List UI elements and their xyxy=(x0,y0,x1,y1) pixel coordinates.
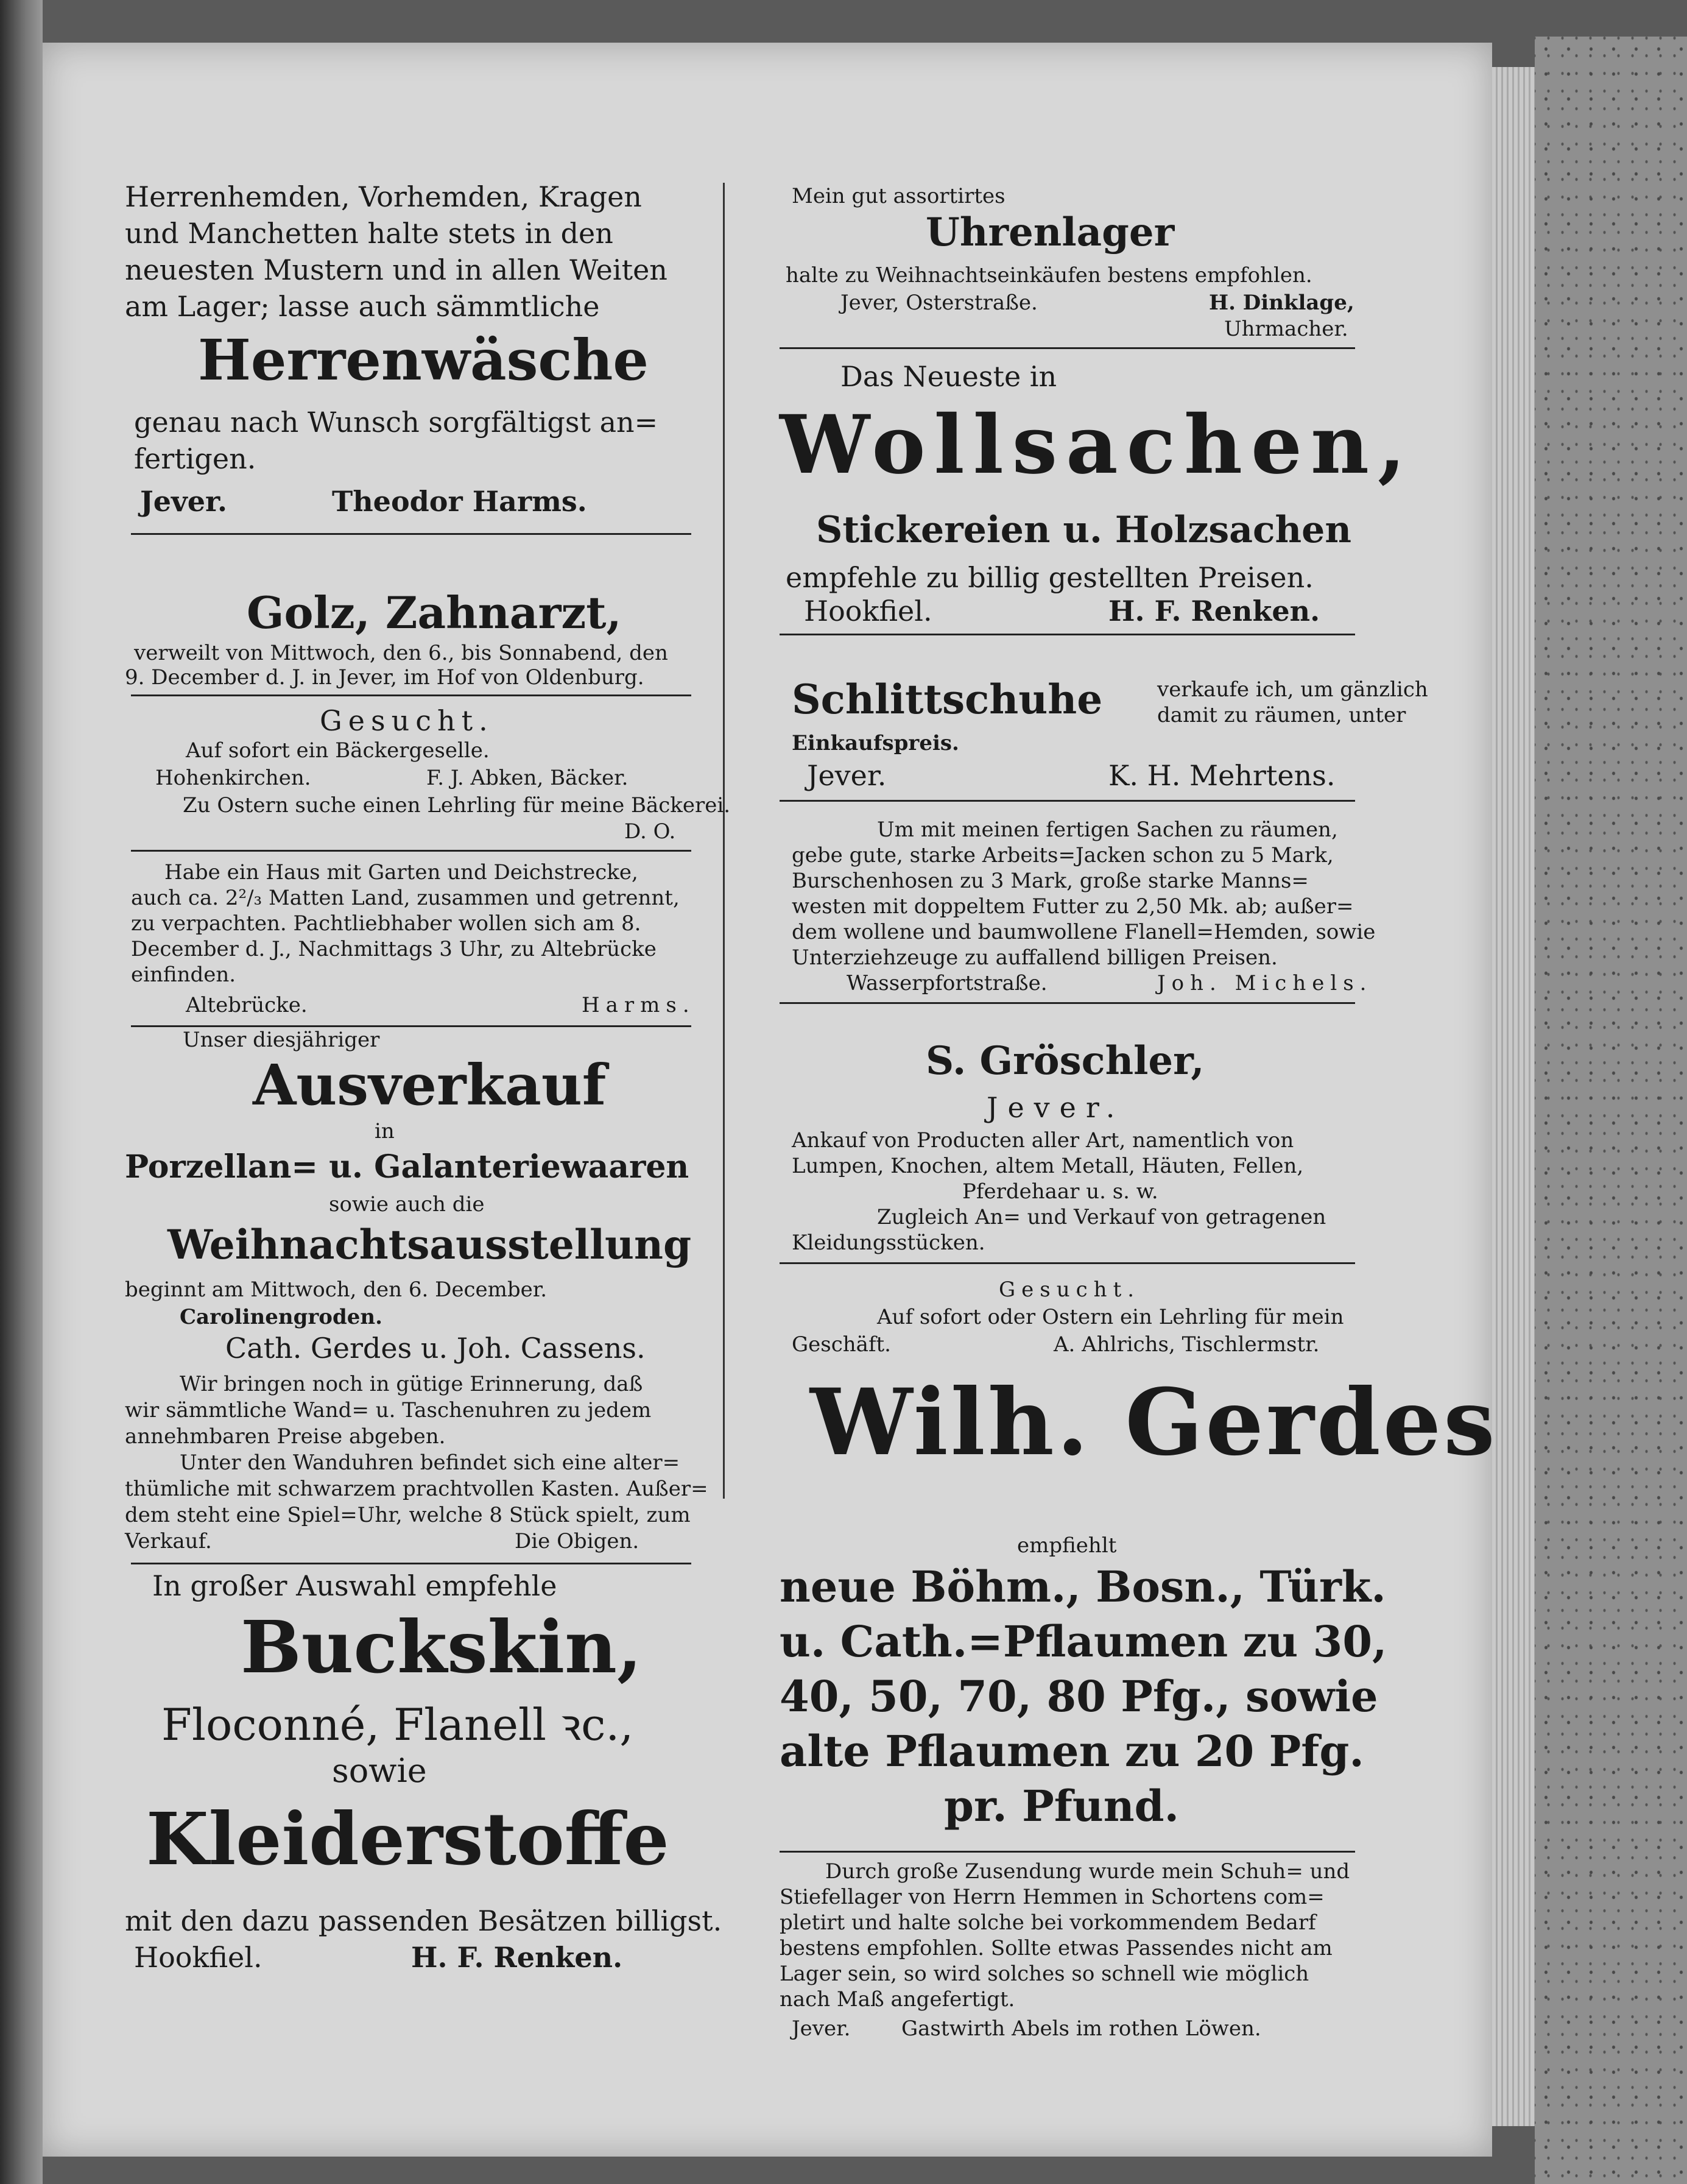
ad-groeschler xyxy=(743,1030,1386,1285)
ad-schuhlager xyxy=(743,1861,1386,2056)
ad-text-line: Unter den Wanduhren befindet sich eine alter= xyxy=(180,1451,680,1475)
ad-separator xyxy=(131,850,691,852)
ad-signature: H. F. Renken. xyxy=(411,1941,623,1974)
ad-place: Jever. xyxy=(792,2016,851,2041)
ad-text-line: genau nach Wunsch sorgfältigst an= xyxy=(134,406,658,439)
ad-buckskin xyxy=(88,1569,722,2029)
ad-text-line: Zugleich An= und Verkauf von getragenen xyxy=(877,1205,1326,1229)
ad-headline: Kleiderstoffe xyxy=(146,1797,669,1881)
ad-headline: Ausverkauf xyxy=(253,1052,607,1118)
ad-subheadline: Floconné, Flanell ꝛc., xyxy=(161,1699,634,1750)
ad-place: Geschäft. xyxy=(792,1332,891,1357)
cover-speckle xyxy=(1535,37,1687,2184)
ad-text-line: Mein gut assortirtes xyxy=(792,184,1006,208)
ad-text-line: thümliche mit schwarzem prachtvollen Kasten. Außer= xyxy=(125,1477,708,1501)
ad-separator xyxy=(131,694,691,696)
ad-text-line: Das Neueste in xyxy=(840,360,1057,393)
ad-text-line: auch ca. 2²/₃ Matten Land, zusammen und getrennt, xyxy=(131,886,680,910)
ad-place: Hookfiel. xyxy=(134,1941,262,1974)
ad-place: Jever, Osterstraße. xyxy=(840,291,1038,315)
ad-text-line: sowie xyxy=(332,1751,427,1790)
ad-gerdes xyxy=(743,1369,1498,1889)
ad-separator xyxy=(131,533,691,535)
ad-headline: Schlittschuhe xyxy=(792,676,1103,723)
ad-text-line: Stiefellager von Herrn Hemmen in Schortens com= xyxy=(780,1885,1325,1909)
ad-separator xyxy=(780,1002,1355,1004)
ad-arbeitsjacken xyxy=(743,819,1386,1027)
ad-headline: Herrenwäsche xyxy=(198,327,649,393)
ad-separator xyxy=(780,347,1355,349)
ad-text-line: annehmbaren Preise abgeben. xyxy=(125,1424,446,1449)
ad-signature: Theodor Harms. xyxy=(332,485,587,518)
ad-text-line: bestens empfohlen. Sollte etwas Passendes nicht am xyxy=(780,1936,1333,1960)
ad-text-line: empfehle zu billig gestellten Preisen. xyxy=(786,561,1314,594)
ad-text-line: verweilt von Mittwoch, den 6., bis Sonnabend, den xyxy=(134,641,668,665)
ad-text-line: gebe gute, starke Arbeits=Jacken schon zu 5 Mark, xyxy=(792,843,1334,868)
ad-text-line: mit den dazu passenden Besätzen billigst. xyxy=(125,1904,722,1937)
ad-text-line: westen mit doppeltem Futter zu 2,50 Mk. ab; außer= xyxy=(792,894,1354,919)
ad-headline: Weihnachtsausstellung xyxy=(167,1221,692,1268)
ad-headline: Golz, Zahnarzt, xyxy=(247,587,622,638)
ad-headline: S. Gröschler, xyxy=(926,1038,1205,1084)
ad-text-line: Herrenhemden, Vorhemden, Kragen xyxy=(125,180,642,213)
book-cover xyxy=(1535,37,1687,2184)
ad-schlittschuhe xyxy=(743,643,1428,801)
ad-text-line: Kleidungsstücken. xyxy=(792,1231,985,1255)
ad-signature: A. Ahlrichs, Tischlermstr. xyxy=(1054,1332,1320,1357)
ad-signature: F. J. Abken, Bäcker. xyxy=(426,766,629,790)
ad-headline: Wilh. Gerdes xyxy=(810,1369,1498,1476)
ad-separator xyxy=(131,1563,691,1564)
ad-subheadline: Stickereien u. Holzsachen xyxy=(816,509,1351,551)
ad-text-line: dem wollene und baumwollene Flanell=Hemden, sowie xyxy=(792,920,1376,944)
ad-gesucht-baecker xyxy=(88,701,731,844)
ad-text-line: empfiehlt xyxy=(1017,1533,1117,1558)
ad-separator xyxy=(780,634,1355,635)
ad-place: Jever. xyxy=(140,485,228,518)
ad-text-line: zu verpachten. Pachtliebhaber wollen sich am 8. xyxy=(131,911,641,936)
ad-place: Altebrücke. xyxy=(186,993,308,1017)
ad-signature: Die Obigen. xyxy=(515,1529,639,1553)
ad-text-line: Auf sofort oder Ostern ein Lehrling für mein xyxy=(877,1305,1344,1329)
ad-text-line: wir sämmtliche Wand= u. Taschenuhren zu jedem xyxy=(125,1398,652,1422)
ad-signature: Harms. xyxy=(582,993,696,1017)
ad-headline: Gesucht. xyxy=(999,1278,1141,1302)
ad-place: Hookfiel. xyxy=(804,595,932,627)
ad-headline: Buckskin, xyxy=(241,1605,643,1689)
ad-herrenwaesche xyxy=(88,180,716,579)
ad-text-line: Lumpen, Knochen, altem Metall, Häuten, Fellen, xyxy=(792,1154,1304,1178)
column-divider xyxy=(723,183,725,1499)
ad-text-line: Auf sofort ein Bäckergeselle. xyxy=(186,738,490,763)
ad-text-line: In großer Auswahl empfehle xyxy=(152,1569,557,1602)
page-edges xyxy=(1492,67,1535,2126)
ad-headline: Gesucht. xyxy=(320,704,494,737)
ad-ausverkauf xyxy=(88,1030,716,1578)
ad-text-line: Zu Ostern suche einen Lehrling für meine Bäckerei. xyxy=(183,793,731,818)
ad-text-line: sowie auch die xyxy=(329,1192,485,1217)
ad-text-line: Einkaufspreis. xyxy=(792,731,959,755)
ad-subheadline: Porzellan= u. Galanteriewaaren xyxy=(125,1148,689,1186)
ad-subheadline: Jever. xyxy=(987,1091,1125,1124)
ad-place: Jever. xyxy=(807,759,887,792)
ad-text-line: 40, 50, 70, 80 Pfg., sowie xyxy=(780,1671,1378,1722)
ad-text-line: pletirt und halte solche bei vorkommendem Bedarf xyxy=(780,1910,1316,1935)
ad-separator xyxy=(780,1262,1355,1264)
ad-text-line: pr. Pfund. xyxy=(944,1781,1179,1831)
ad-place: Carolinengroden. xyxy=(180,1305,382,1329)
ad-text-line: nach Maß angefertigt. xyxy=(780,1987,1015,2012)
ad-text-line: 9. December d. J. in Jever, im Hof von Oldenburg. xyxy=(125,665,644,690)
ad-text-line: neue Böhm., Bosn., Türk. xyxy=(780,1561,1386,1612)
ad-text-line: Unterziehzeuge zu auffallend billigen Preisen. xyxy=(792,945,1278,970)
ad-headline: Uhrenlager xyxy=(926,210,1175,255)
ad-signature: Uhrmacher. xyxy=(1224,317,1348,341)
ad-text-line: halte zu Weihnachtseinkäufen bestens empfohlen. xyxy=(786,263,1312,288)
ad-signature: H. Dinklage, xyxy=(1209,291,1354,315)
ad-text-line: Pferdehaar u. s. w. xyxy=(962,1179,1158,1204)
ad-text-line: und Manchetten halte stets in den xyxy=(125,217,613,250)
ad-text-line: fertigen. xyxy=(134,442,256,475)
ad-text-line: einfinden. xyxy=(131,963,236,987)
ad-text-line: Verkauf. xyxy=(125,1529,212,1553)
ad-signature: H. F. Renken. xyxy=(1108,595,1320,627)
ad-text-line: Ankauf von Producten aller Art, namentlich von xyxy=(792,1128,1294,1153)
ad-text-line: Unser diesjähriger xyxy=(183,1028,380,1052)
ad-text-line: Wir bringen noch in gütige Erinnerung, daß xyxy=(180,1372,643,1396)
ad-text-line: am Lager; lasse auch sämmtliche xyxy=(125,290,600,323)
ad-gesucht-lehrling xyxy=(743,1279,1386,1371)
ad-signature: K. H. Mehrtens. xyxy=(1108,759,1336,792)
ad-text-line: damit zu räumen, unter xyxy=(1157,703,1406,727)
ad-text-line: in xyxy=(375,1119,395,1143)
ad-uhrenlager xyxy=(743,186,1386,369)
ad-headline: Wollsachen, xyxy=(780,398,1414,492)
ad-signature: Cath. Gerdes u. Joh. Cassens. xyxy=(225,1332,646,1365)
ad-separator xyxy=(780,800,1355,802)
ad-text-line: u. Cath.=Pflaumen zu 30, xyxy=(780,1616,1387,1667)
ad-place: Wasserpfortstraße. xyxy=(847,971,1048,995)
ad-separator xyxy=(780,1851,1355,1853)
ad-text-line: Lager sein, so wird solches so schnell wie möglich xyxy=(780,1962,1309,1986)
ad-text-line: Durch große Zusendung wurde mein Schuh= und xyxy=(825,1859,1350,1884)
ad-text-line: alte Pflaumen zu 20 Pfg. xyxy=(780,1726,1364,1776)
ad-text-line: dem steht eine Spiel=Uhr, welche 8 Stück spielt, zum xyxy=(125,1503,691,1527)
ad-signature: Joh. Michels. xyxy=(1157,971,1373,995)
ad-signature: D. O. xyxy=(624,819,676,844)
ad-text-line: verkaufe ich, um gänzlich xyxy=(1157,677,1428,702)
ad-haus xyxy=(88,862,716,1020)
ad-place: Hohenkirchen. xyxy=(155,766,311,790)
ad-text-line: beginnt am Mittwoch, den 6. December. xyxy=(125,1278,548,1302)
ad-text-line: Um mit meinen fertigen Sachen zu räumen, xyxy=(877,818,1338,842)
newspaper-page xyxy=(43,43,1498,2157)
ad-text-line: Habe ein Haus mit Garten und Deichstrecke, xyxy=(164,860,638,885)
ad-wollsachen xyxy=(743,360,1414,679)
ad-text-line: neuesten Mustern und in allen Weiten xyxy=(125,253,667,286)
ad-text-line: December d. J., Nachmittags 3 Uhr, zu Altebrücke xyxy=(131,937,657,961)
ad-separator xyxy=(131,1025,691,1027)
ad-text-line: Burschenhosen zu 3 Mark, große starke Manns= xyxy=(792,869,1309,893)
ad-zahnarzt xyxy=(88,542,716,690)
book-binding-left xyxy=(0,0,43,2184)
ad-signature: Gastwirth Abels im rothen Löwen. xyxy=(901,2016,1261,2041)
